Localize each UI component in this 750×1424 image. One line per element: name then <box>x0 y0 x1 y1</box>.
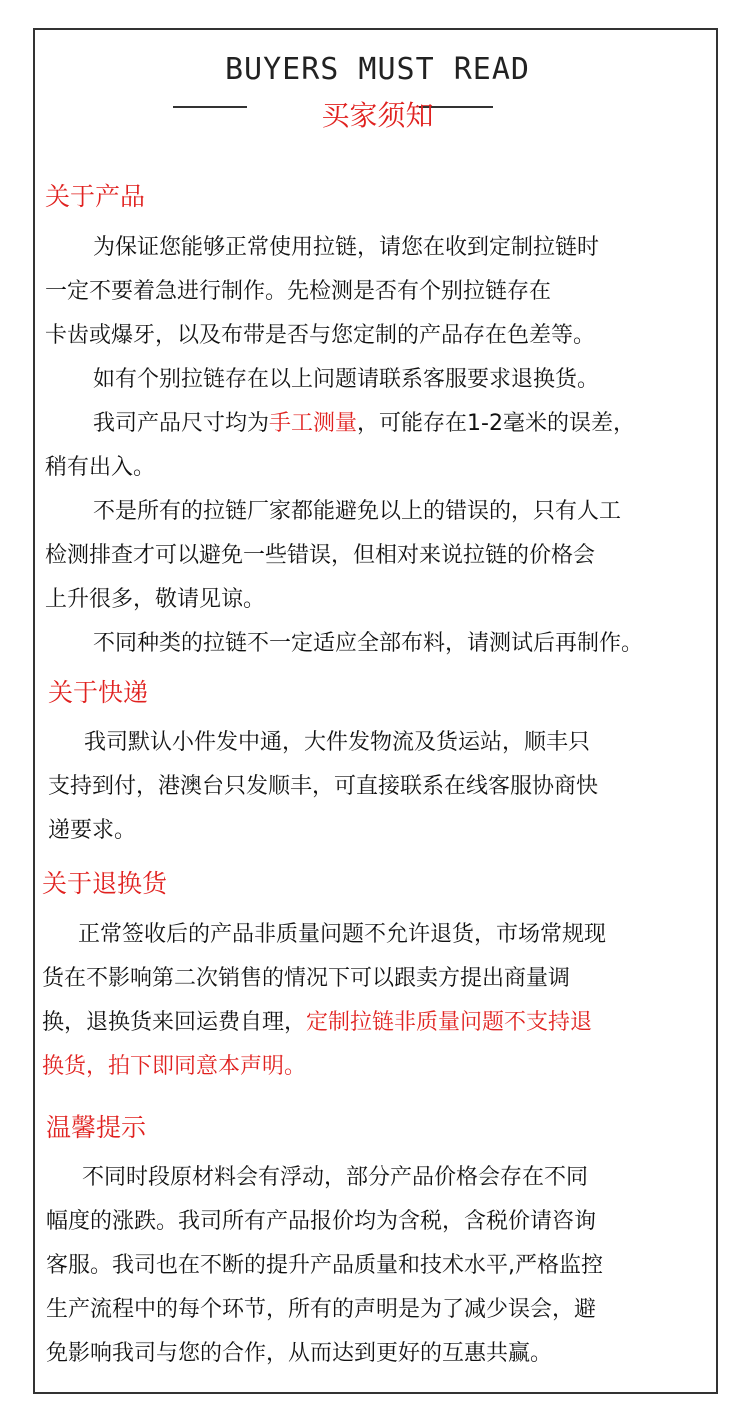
paragraph-line: 不同种类的拉链不一定适应全部布料，请测试后再制作。 <box>93 631 644 656</box>
paragraph-line: 递要求。 <box>48 818 137 843</box>
paragraph-line: 上升很多，敬请见谅。 <box>45 587 266 612</box>
paragraph-line: 如有个别拉链存在以上问题请联系客服要求退换货。 <box>93 367 600 392</box>
paragraph-line: 客服。我司也在不断的提升产品质量和技术水平,严格监控 <box>46 1253 603 1278</box>
paragraph-line: 支持到付，港澳台只发顺丰，可直接联系在线客服协商快 <box>48 774 599 799</box>
paragraph-line: 正常签收后的产品非质量问题不允许退货，市场常规现 <box>78 922 607 947</box>
paragraph-line <box>93 406 635 437</box>
paragraph-line: 免影响我司与您的合作，从而达到更好的互惠共赢。 <box>46 1341 553 1366</box>
section-heading-tips: 温馨提示 <box>46 1113 147 1142</box>
paragraph-line: 稍有出入。 <box>45 455 156 480</box>
paragraph-line: 不是所有的拉链厂家都能避免以上的错误的，只有人工 <box>93 499 622 524</box>
paragraph-line: 生产流程中的每个环节，所有的声明是为了减少误会，避 <box>46 1297 597 1322</box>
title-chinese: 买家须知 <box>321 99 434 132</box>
section-heading-shipping: 关于快递 <box>48 678 149 707</box>
paragraph-line: 我司默认小件发中通，大件发物流及货运站，顺丰只 <box>84 730 591 755</box>
title-english: BUYERS MUST READ <box>225 52 530 87</box>
paragraph-line: 不同时段原材料会有浮动，部分产品价格会存在不同 <box>82 1165 589 1190</box>
section-heading-returns: 关于退换货 <box>42 869 168 898</box>
paragraph-line: 一定不要着急进行制作。先检测是否有个别拉链存在 <box>45 279 552 304</box>
paragraph-line: 幅度的涨跌。我司所有产品报价均为含税，含税价请咨询 <box>46 1209 597 1234</box>
text-span: ，可能存在1-2毫米的误差， <box>357 411 635 436</box>
paragraph-line <box>42 1005 592 1036</box>
text-span: 我司产品尺寸均为 <box>93 411 270 436</box>
highlight-text: 手工测量 <box>269 411 358 436</box>
section-heading-products: 关于产品 <box>45 182 146 211</box>
paragraph-line-highlight: 换货，拍下即同意本声明。 <box>42 1054 307 1079</box>
highlight-text: 定制拉链非质量问题不支持退 <box>306 1010 593 1035</box>
paragraph-line: 货在不影响第二次销售的情况下可以跟卖方提出商量调 <box>42 966 571 991</box>
paragraph-line: 为保证您能够正常使用拉链，请您在收到定制拉链时 <box>93 235 600 260</box>
text-span: 换，退换货来回运费自理， <box>42 1010 307 1035</box>
paragraph-line: 检测排查才可以避免一些错误，但相对来说拉链的价格会 <box>45 543 596 568</box>
paragraph-line: 卡齿或爆牙，以及布带是否与您定制的产品存在色差等。 <box>45 323 596 348</box>
